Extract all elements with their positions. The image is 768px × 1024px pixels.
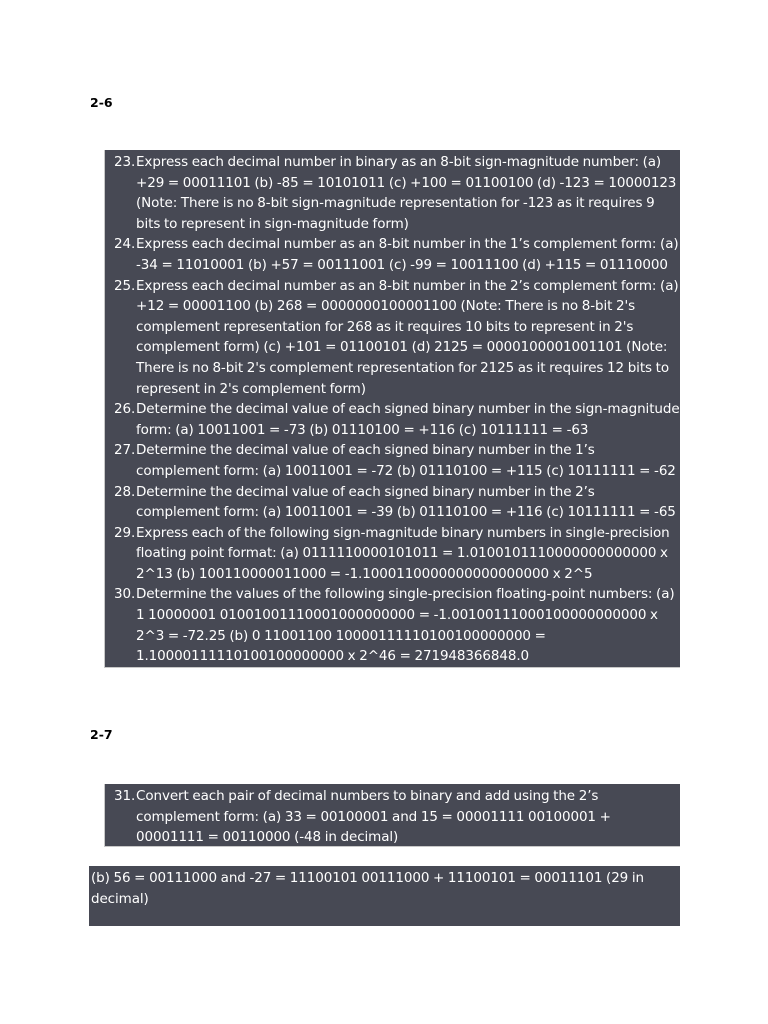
item-number: 29. bbox=[114, 524, 136, 541]
answer-list bbox=[114, 152, 680, 667]
answer-item-30 bbox=[114, 584, 680, 666]
answer-item-27 bbox=[114, 440, 680, 481]
answer-list bbox=[114, 786, 680, 848]
answers-block-2-6 bbox=[104, 150, 680, 668]
item-number: 28. bbox=[114, 483, 136, 500]
item-number: 30. bbox=[114, 586, 136, 603]
answer-item-29 bbox=[114, 523, 680, 585]
item-text: Determine the decimal value of each signed binary number in the sign-magnitude form: (a) 10011001 = -73 (b) 01110100 = +116 (c) 10111111 = -63 bbox=[136, 401, 680, 438]
answer-item-28 bbox=[114, 482, 680, 523]
answers-block-2-7 bbox=[104, 784, 680, 847]
answer-item-24 bbox=[114, 234, 680, 275]
item-number: 31. bbox=[114, 788, 136, 804]
answer-continuation-block bbox=[89, 866, 680, 926]
continuation-text: (b) 56 = 00111000 and -27 = 11100101 00111000 + 11100101 = 00011101 (29 in decimal) bbox=[91, 870, 644, 907]
answer-item-26 bbox=[114, 399, 680, 440]
item-text: Determine the decimal value of each signed binary number in the 2’s complement form: (a) 10011001 = -39 (b) 01110100 = +116 (c) 10111111 = -65 bbox=[136, 483, 676, 521]
section-label-2-7: 2-7 bbox=[90, 727, 113, 742]
item-text: Determine the decimal value of each signed binary number in the 1’s complement form: (a) 10011001 = -72 (b) 01110100 = +115 (c) 10111111 = -62 bbox=[136, 442, 676, 479]
item-text: Express each of the following sign-magnitude binary numbers in single-precision floating point format: (a) 0111110000101011 = 1.0100101110000000000000 x 2^13 (b) 100110000011000 = -1.1000110000000000000000 x 2^5 bbox=[136, 524, 670, 582]
answer-item-25 bbox=[114, 276, 680, 400]
item-text: Determine the values of the following single-precision floating-point numbers: (a) 1 10000001 01001001110001000000000 = -1.00100111000100000000000 x 2^3 = -72.25 (b) 0 11001100 10000111110100100000000 = 1.10000111110100100000000 x 2^46 = 271948366848.0 bbox=[136, 586, 675, 665]
section-label-2-6: 2-6 bbox=[90, 95, 113, 110]
item-text: Express each decimal number as an 8-bit number in the 2’s complement form: (a) +12 = 00001100 (b) 268 = 0000000100001100 (Note: There is no 8-bit 2's complement representation for 268 as it requires 10 bits to represent in 2's complement form) (c) +101 = 01100101 (d) 2125 = 0000100001001101 (Note: There is no 8-bit 2's complement representation for 2125 as it requires 12 bits to represent in 2's complement form) bbox=[136, 277, 679, 397]
item-text: Express each decimal number as an 8-bit number in the 1’s complement form: (a) -34 = 11010001 (b) +57 = 00111001 (c) -99 = 10011100 (d) +115 = 01110000 bbox=[136, 236, 679, 273]
item-number: 23. bbox=[114, 154, 136, 170]
answer-item-31 bbox=[114, 786, 680, 848]
item-number: 27. bbox=[114, 442, 136, 459]
item-number: 26. bbox=[114, 401, 136, 418]
answer-item-23 bbox=[114, 152, 680, 234]
item-text: Express each decimal number in binary as an 8-bit sign-magnitude number: (a) +29 = 00011101 (b) -85 = 10101011 (c) +100 = 01100100 (d) -123 = 10000123 (Note: There is no 8-bit sign-magnitude representation for -123 as it requires 9 bits to represent in sign-magnitude form) bbox=[136, 154, 677, 232]
item-text: Convert each pair of decimal numbers to binary and add using the 2’s complement form: (a) 33 = 00100001 and 15 = 00001111 00100001 + 00001111 = 00110000 (-48 in decimal) bbox=[136, 788, 611, 846]
item-number: 25. bbox=[114, 277, 136, 294]
item-number: 24. bbox=[114, 236, 136, 253]
